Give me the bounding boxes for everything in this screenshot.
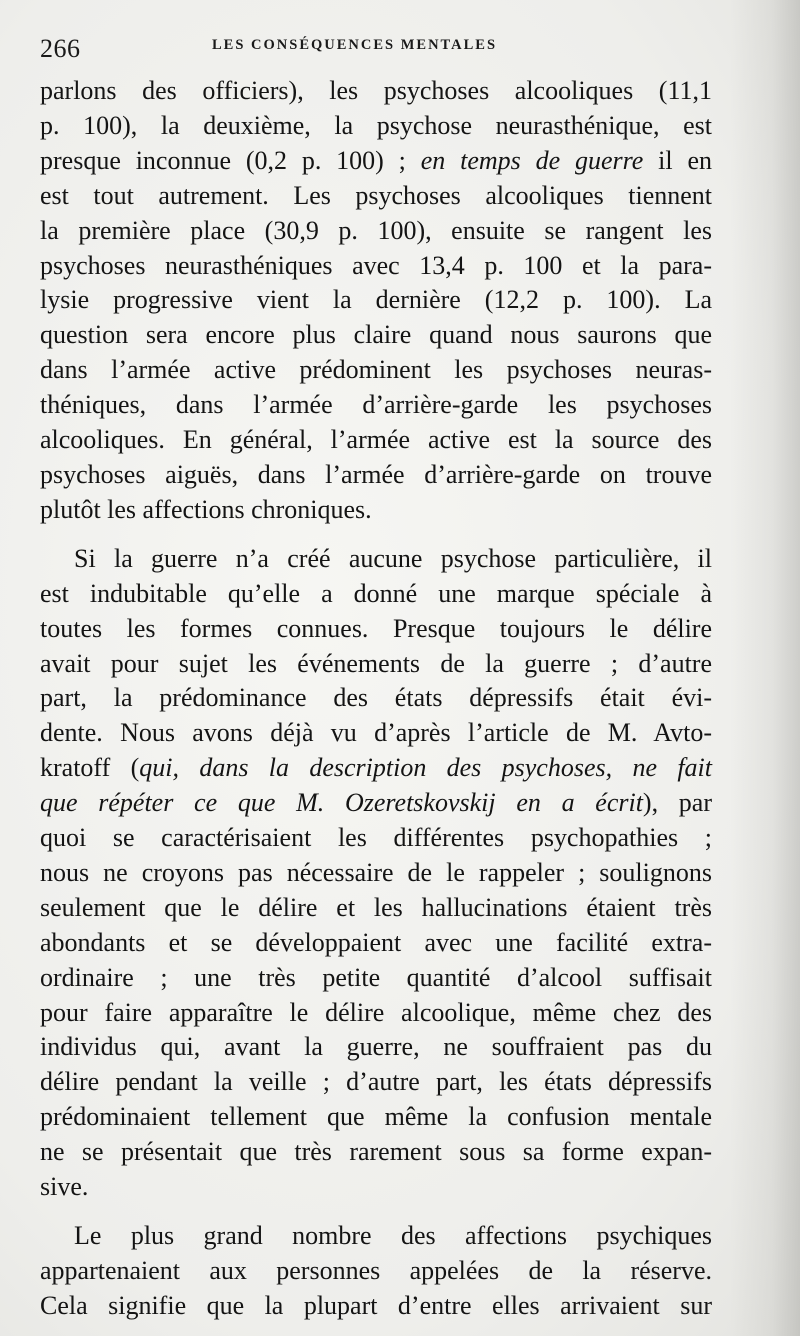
text-segment: alcooliques. En général, l’armée active est la source des	[40, 425, 712, 455]
text-segment: parlons des officiers), les psychoses alcooliques (11,1	[40, 76, 712, 105]
text-line	[40, 458, 712, 493]
text-segment: toutes les formes connues. Presque toujours le délire	[40, 613, 712, 643]
text-segment: délire pendant la veille ; d’autre part, les états dépressifs	[40, 1067, 712, 1097]
italic-text: en temps de guerre	[420, 145, 644, 175]
text-segment: sive.	[40, 1172, 89, 1202]
text-segment: dente. Nous avons déjà vu d’après l’article de M. Avto-	[40, 718, 712, 748]
italic-text: qui, dans la description des psychoses, ne fait	[139, 753, 712, 783]
text-segment: prédominaient tellement que même la confusion mentale	[40, 1102, 712, 1132]
text-segment: seulement que le délire et les hallucinations étaient très	[40, 892, 712, 922]
text-segment: question sera encore plus claire quand nous saurons que	[40, 320, 712, 350]
text-line	[40, 109, 712, 144]
text-segment: appartenaient aux personnes appelées de la réserve.	[40, 1255, 712, 1285]
text-segment: Le plus grand nombre des affections psychiques	[74, 1221, 712, 1250]
text-line	[40, 353, 712, 388]
text-line	[40, 179, 712, 214]
text-line	[40, 612, 712, 647]
text-line	[40, 423, 712, 458]
text-segment: avait pour sujet les événements de la guerre ; d’autre	[40, 648, 712, 678]
text-line	[40, 74, 712, 109]
text-segment: quoi se caractérisaient les différentes psychopathies ;	[40, 823, 712, 853]
text-segment: lysie progressive vient la dernière (12,2 p. 100). La	[40, 285, 712, 315]
text-segment: psychoses neurasthéniques avec 13,4 p. 100 et la para-	[40, 250, 712, 280]
text-segment: kratoff (	[40, 753, 140, 783]
paragraph	[40, 542, 712, 1205]
text-line	[40, 1030, 712, 1065]
text-line	[40, 891, 712, 926]
text-line	[40, 283, 712, 318]
text-line	[40, 249, 712, 284]
text-segment: il en	[643, 145, 713, 175]
text-line	[40, 388, 712, 423]
paragraph-gap	[40, 1205, 712, 1219]
paragraph-gap	[40, 528, 712, 542]
text-line	[40, 144, 712, 179]
text-segment: nous ne croyons pas nécessaire de le rappeler ; soulignons	[40, 857, 712, 887]
text-segment: ), par	[642, 788, 712, 818]
text-line	[40, 214, 712, 249]
text-line	[40, 961, 712, 996]
text-segment: dans l’armée active prédominent les psychoses neuras-	[40, 355, 712, 385]
body-text	[40, 74, 712, 1324]
text-segment: ordinaire ; une très petite quantité d’alcool suffisait	[40, 962, 712, 992]
text-line	[40, 1100, 712, 1135]
text-segment: psychoses aiguës, dans l’armée d’arrière-garde on trouve	[40, 459, 712, 489]
text-line	[40, 681, 712, 716]
paragraph	[40, 74, 712, 528]
text-line	[40, 577, 712, 612]
paragraph	[40, 1219, 712, 1324]
text-line	[40, 1254, 712, 1289]
text-segment: part, la prédominance des états dépressifs était évi-	[40, 683, 712, 713]
page-edge-shadow	[730, 0, 800, 1336]
text-line	[40, 1170, 712, 1205]
text-segment: théniques, dans l’armée d’arrière-garde les psychoses	[40, 390, 712, 420]
text-segment: presque inconnue (0,2 p. 100) ;	[40, 145, 421, 175]
page-header	[40, 34, 712, 64]
text-line	[40, 1065, 712, 1100]
text-segment: est tout autrement. Les psychoses alcooliques tiennent	[40, 180, 712, 210]
text-line	[40, 1289, 712, 1324]
text-segment: pour faire apparaître le délire alcoolique, même chez des	[40, 997, 712, 1027]
text-line	[40, 1135, 712, 1170]
text-segment: Cela signifie que la plupart d’entre elles arrivaient sur	[40, 1290, 712, 1320]
text-line	[40, 716, 712, 751]
text-line	[40, 996, 712, 1031]
text-segment: la première place (30,9 p. 100), ensuite se rangent les	[40, 215, 712, 245]
running-title: LES CONSÉQUENCES MENTALES	[212, 37, 498, 53]
text-line	[40, 751, 712, 786]
text-segment: abondants et se développaient avec une facilité extra-	[40, 927, 712, 957]
text-line	[40, 493, 712, 528]
text-segment: Si la guerre n’a créé aucune psychose particulière, il	[74, 543, 712, 573]
page-number: 266	[40, 34, 81, 63]
text-line	[40, 1219, 712, 1254]
text-segment: p. 100), la deuxième, la psychose neurasthénique, est	[40, 110, 712, 140]
text-line	[40, 786, 712, 821]
text-segment: individus qui, avant la guerre, ne souffraient pas du	[40, 1032, 712, 1062]
italic-text: que répéter ce que M. Ozeretskovskij en a écrit	[40, 788, 643, 818]
text-line	[40, 926, 712, 961]
text-segment: ne se présentait que très rarement sous sa forme expan-	[40, 1137, 712, 1167]
text-line	[40, 856, 712, 891]
text-line	[40, 542, 712, 577]
text-segment: est indubitable qu’elle a donné une marque spéciale à	[40, 578, 712, 608]
text-line	[40, 647, 712, 682]
text-segment: plutôt les affections chroniques.	[40, 494, 372, 524]
text-line	[40, 318, 712, 353]
text-line	[40, 821, 712, 856]
